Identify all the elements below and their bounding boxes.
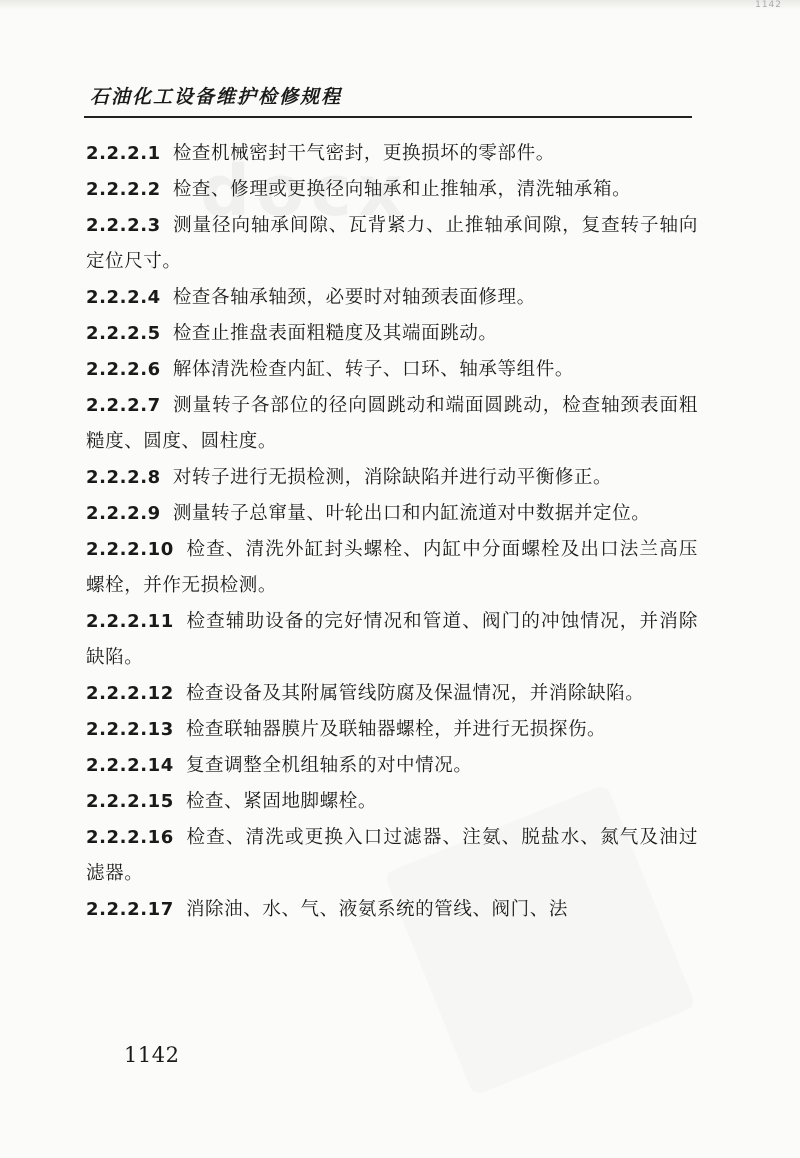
clause-number: 2.2.2.11 xyxy=(86,611,174,632)
clause-text: 检查、清洗或更换入口过滤器、注氨、脱盐水、氮气及油过滤器。 xyxy=(86,827,698,884)
book-title: 石油化工设备维护检修规程 xyxy=(90,86,343,108)
page-number: 1142 xyxy=(124,1043,180,1067)
clause-item xyxy=(86,496,698,532)
clause-item xyxy=(86,172,698,208)
clause-text: 测量径向轴承间隙、瓦背紧力、止推轴承间隙，复查转子轴向定位尺寸。 xyxy=(86,215,698,272)
clause-text: 检查辅助设备的完好情况和管道、阀门的冲蚀情况，并消除缺陷。 xyxy=(86,611,698,668)
clause-number: 2.2.2.4 xyxy=(86,287,161,308)
clause-item xyxy=(86,748,698,784)
clause-item xyxy=(86,604,698,676)
corner-mark: 1142 xyxy=(755,0,782,10)
clause-text: 检查、紧固地脚螺栓。 xyxy=(185,791,377,812)
clause-item xyxy=(86,532,698,604)
clause-text: 解体清洗检查内缸、转子、口环、轴承等组件。 xyxy=(172,359,574,380)
clause-text: 检查机械密封干气密封，更换损坏的零部件。 xyxy=(172,143,555,164)
clause-number: 2.2.2.12 xyxy=(86,683,174,704)
clause-text: 检查各轴承轴颈，必要时对轴颈表面修理。 xyxy=(172,287,536,308)
clause-number: 2.2.2.9 xyxy=(86,503,161,524)
clause-number: 2.2.2.15 xyxy=(86,791,174,812)
clause-number: 2.2.2.17 xyxy=(86,899,174,920)
clause-text: 检查设备及其附属管线防腐及保温情况，并消除缺陷。 xyxy=(185,683,645,704)
clause-text: 对转子进行无损检测，消除缺陷并进行动平衡修正。 xyxy=(172,467,613,488)
clause-item xyxy=(86,316,698,352)
clause-text: 消除油、水、气、液氨系统的管线、阀门、法 xyxy=(185,899,568,920)
clause-item xyxy=(86,784,698,820)
clause-text: 检查、清洗外缸封头螺栓、内缸中分面螺栓及出口法兰高压螺栓，并作无损检测。 xyxy=(86,539,698,596)
clause-number: 2.2.2.3 xyxy=(86,215,161,236)
clause-number: 2.2.2.1 xyxy=(86,143,161,164)
clause-text: 测量转子各部位的径向圆跳动和端面圆跳动，检查轴颈表面粗糙度、圆度、圆柱度。 xyxy=(86,395,698,452)
clause-number: 2.2.2.7 xyxy=(86,395,161,416)
clause-item xyxy=(86,460,698,496)
clause-number: 2.2.2.13 xyxy=(86,719,174,740)
clause-number: 2.2.2.16 xyxy=(86,827,174,848)
clause-item xyxy=(86,352,698,388)
clause-item xyxy=(86,136,698,172)
clause-number: 2.2.2.14 xyxy=(86,755,174,776)
clause-item xyxy=(86,208,698,280)
clause-item xyxy=(86,280,698,316)
clause-number: 2.2.2.2 xyxy=(86,179,161,200)
clause-text: 检查止推盘表面粗糙度及其端面跳动。 xyxy=(172,323,498,344)
clause-item xyxy=(86,820,698,892)
clause-item xyxy=(86,712,698,748)
page-top-edge xyxy=(0,0,800,10)
clause-number: 2.2.2.6 xyxy=(86,359,161,380)
clause-item xyxy=(86,892,698,928)
clause-text: 测量转子总窜量、叶轮出口和内缸流道对中数据并定位。 xyxy=(172,503,651,524)
clause-number: 2.2.2.5 xyxy=(86,323,161,344)
clause-text: 复查调整全机组轴系的对中情况。 xyxy=(185,755,473,776)
clause-number: 2.2.2.8 xyxy=(86,467,161,488)
clause-item xyxy=(86,676,698,712)
clause-item xyxy=(86,388,698,460)
document-body xyxy=(86,136,698,928)
clause-text: 检查、修理或更换径向轴承和止推轴承，清洗轴承箱。 xyxy=(172,179,632,200)
clause-number: 2.2.2.10 xyxy=(86,539,174,560)
clause-text: 检查联轴器膜片及联轴器螺栓，并进行无损探伤。 xyxy=(185,719,607,740)
header-rule xyxy=(84,116,692,118)
